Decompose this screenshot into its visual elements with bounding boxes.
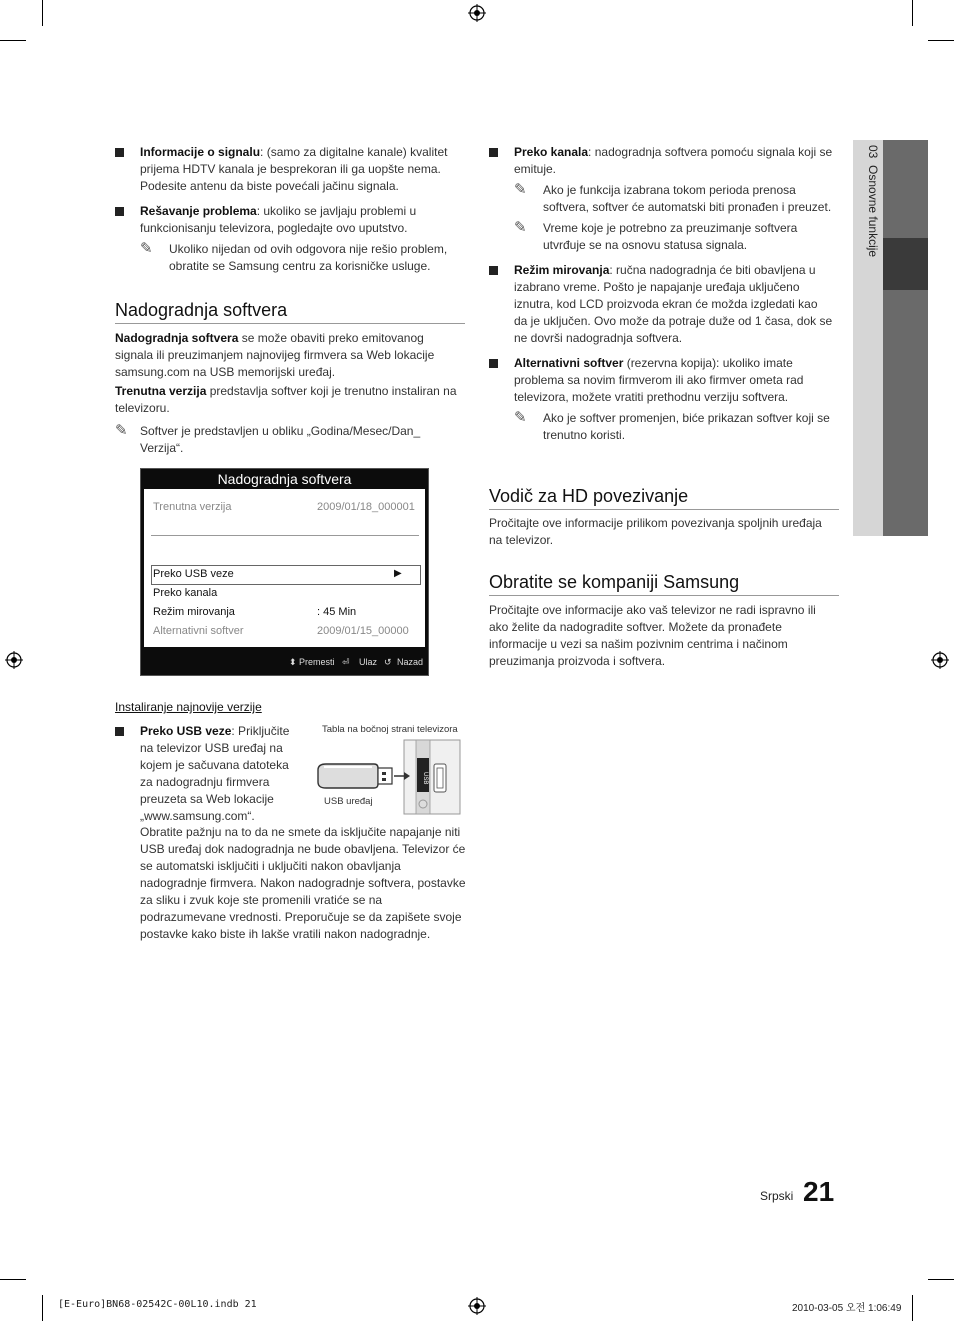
menu-divider	[151, 535, 419, 536]
note-current-software: ✎ Ako je softver promenjen, biće prikazan softver koji se trenutno koristi.	[514, 409, 830, 442]
crop-mark	[0, 40, 26, 41]
pencil-note-icon: ✎	[514, 409, 527, 426]
crop-mark	[42, 1295, 43, 1321]
software-upgrade-menu	[140, 468, 429, 676]
paragraph: Trenutna verzija predstavlja softver koji je trenutno instaliran na televizoru.	[115, 384, 457, 415]
note-auto-find: ✎ Ako je funkcija izabrana tokom perioda prenosa softvera, softver će automatski biti pronađen i preuzet.	[514, 181, 832, 214]
menu-current-value: 2009/01/18_000001	[317, 501, 415, 513]
registration-mark-icon	[468, 1297, 486, 1315]
section-title-hd-guide: Vodič za HD povezivanje	[489, 485, 839, 510]
crop-mark	[928, 1279, 954, 1280]
crop-mark	[42, 0, 43, 26]
hd-guide-text: Pročitajte ove informacije prilikom povezivanja spoljnih uređaja na televizor.	[489, 516, 822, 547]
note-download-time: ✎ Vreme koje je potrebno za preuzimanje softvera utvrđuje se na osnovu statusa signala.	[514, 219, 798, 252]
footer-file: [E-Euro]BN68-02542C-00L10.indb 21	[58, 1299, 257, 1310]
bullet-alternative: Alternativni softver (rezervna kopija): ukoliko imate problema sa novim firmverom ili ako firmver ometa rad televizora, možete vratiti prethodnu verziju softvera.	[489, 355, 834, 406]
software-upgrade-text	[115, 330, 465, 463]
menu-title: Nadogradnja softvera	[217, 471, 352, 487]
crop-mark	[0, 1279, 26, 1280]
note-contact: ✎ Ukoliko nijedan od ovih odgovora nije rešio problem, obratite se Samsung centru za korisničke usluge.	[140, 240, 448, 273]
usb-warning-paragraph: Obratite pažnju na to da ne smete da isključite napajanje niti USB uređaj dok nadogradnja ne bude obavljena. Televizor će se automatski isključiti i uključiti nakon obavljanja nadogradnje firmvera. Nakon nadogradnje softvera, postavke za sliku i zvuk koje ste promenili vratiće se na podrazumevane vrednosti. Preporučuje se da zapišete svoje postavke kako biste ih lakše vratili nakon nadogradnje.	[140, 825, 466, 941]
page-number: 21	[803, 1176, 835, 1207]
side-tab-marker	[883, 238, 928, 290]
left-column	[115, 144, 465, 281]
paragraph: Nadogradnja softvera se može obaviti preko emitovanog signala ili preuzimanjem najnovijeg firmvera sa Web lokacije samsung.com na USB memorijski uređaj.	[115, 331, 435, 379]
registration-mark-icon	[468, 4, 486, 22]
menu-item-channel[interactable]: Preko kanala	[153, 587, 218, 599]
usb-bullet: Preko USB veze: Priključite na televizor USB uređaj na kojem je sačuvana datoteka za nadogradnju firmvera preuzeta sa Web lokacije „www.samsung.com“.	[115, 723, 293, 825]
figure-label-usb: USB uređaj	[324, 796, 373, 807]
note-version-format: ✎ Softver je predstavljen u obliku „Godina/Mesec/Dan_ Verzija“.	[115, 422, 421, 455]
bullet-channel: Preko kanala: nadogradnja softvera pomoću signala koji se emituje.	[489, 144, 834, 178]
crop-mark	[928, 40, 954, 41]
install-latest-title: Instaliranje najnovije verzije	[115, 700, 262, 714]
menu-item-usb[interactable]: Preko USB veze	[153, 568, 234, 580]
menu-item-alternative[interactable]: Alternativni softver	[153, 625, 244, 637]
right-column	[489, 144, 834, 450]
page-language: Srpski	[760, 1189, 794, 1203]
bullet-standby: Režim mirovanja: ručna nadogradnja će biti obavljena u izabrano vreme. Pošto je napajanje uređaja uključeno iznutra, kod LCD proizvoda ekran će možda izgledati kao da je uključen. Ovo može da potraje duže od 1 časa, dok se ne dovrši nadogradnja softvera.	[489, 262, 834, 347]
section-title-contact: Obratite se kompaniji Samsung	[489, 571, 839, 596]
return-icon: ↺	[384, 657, 392, 667]
registration-mark-icon	[5, 651, 23, 669]
enter-icon: ⏎	[342, 657, 350, 667]
move-icon: ⬍	[289, 657, 297, 667]
menu-item-standby[interactable]: Režim mirovanja	[153, 606, 235, 618]
usb-device-figure	[316, 738, 462, 816]
play-arrow-icon: ▶	[394, 568, 402, 579]
section-title-software-upgrade: Nadogradnja softvera	[115, 299, 465, 324]
crop-mark	[912, 0, 913, 26]
contact-text: Pročitajte ove informacije ako vaš televizor ne radi ispravno ili ako želite da nadogradite softver. Možete da pronađete informacije u vezi sa našim pozivnim centrima i načinom preuzimanja proizvoda i softvera.	[489, 603, 816, 668]
footer-date: 2010-03-05 오전 1:06:49	[792, 1303, 902, 1314]
menu-standby-value: : 45 Min	[317, 606, 357, 618]
menu-current-label: Trenutna verzija	[153, 501, 232, 513]
crop-mark	[912, 1295, 913, 1321]
figure-label-panel: Tabla na bočnoj strani televizora	[322, 724, 458, 735]
menu-body	[144, 489, 425, 647]
registration-mark-icon	[931, 651, 949, 669]
pencil-note-icon: ✎	[514, 219, 527, 236]
bullet-troubleshooting: Rešavanje problema: ukoliko se javljaju problemi u funkcionisanju televizora, pogledajte ovo uputstvo.	[115, 203, 465, 237]
side-tab-label: 03 Osnovne funkcije	[866, 145, 880, 258]
side-tab-dark	[883, 140, 928, 536]
menu-footer: ⬍ Premesti ⏎ Ulaz ↺ Nazad	[141, 649, 428, 675]
pencil-note-icon: ✎	[140, 240, 153, 257]
usb-port-label: USB	[422, 771, 428, 785]
pencil-note-icon: ✎	[514, 181, 527, 198]
menu-alternative-value: 2009/01/15_00000	[317, 625, 409, 637]
pencil-note-icon: ✎	[115, 422, 128, 439]
bullet-signal-info: Informacije o signalu: (samo za digitalne kanale) kvalitet prijema HDTV kanala je besprekoran ili ga uopšte nema. Podesite antenu da biste povećali jačinu signala.	[115, 144, 465, 195]
